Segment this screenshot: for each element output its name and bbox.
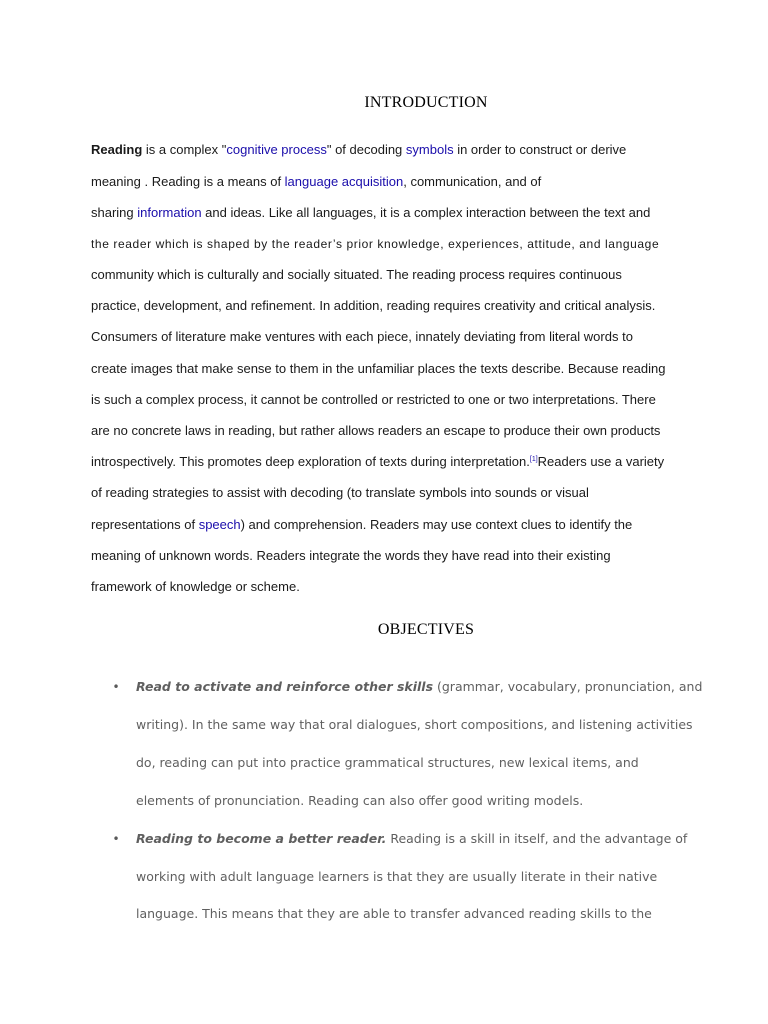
text-span: meaning . Reading is a means of — [91, 174, 285, 189]
link-cognitive-process[interactable]: cognitive process — [226, 142, 327, 157]
citation-link[interactable]: [1] — [529, 456, 538, 463]
paragraph-line: the reader which is shaped by the reader’s prior knowledge, experiences, attitude, and language — [91, 237, 660, 251]
list-item-line — [136, 831, 687, 847]
paragraph-line: meaning of unknown words. Readers integrate the words they have read into their existing — [91, 548, 611, 563]
paragraph-line — [91, 205, 650, 221]
text-span: , communication, and of — [403, 174, 542, 189]
paragraph-line: create images that make sense to them in the unfamiliar places the texts describe. Because reading — [91, 361, 666, 376]
paragraph-line: is such a complex process, it cannot be controlled or restricted to one or two interpretations. There — [91, 392, 656, 407]
text-span: representations of — [91, 517, 199, 532]
link-information[interactable]: information — [137, 205, 202, 220]
text-span: sharing — [91, 205, 138, 220]
list-item-line — [136, 679, 702, 695]
objective-title: Reading to become a better reader. — [136, 831, 387, 846]
bullet-icon: • — [112, 832, 120, 846]
list-item-line: working with adult language learners is that they are usually literate in their native — [136, 869, 658, 884]
paragraph-line — [91, 517, 632, 533]
text-span: in order to construct or derive — [453, 142, 627, 157]
paragraph-line — [91, 454, 664, 470]
paragraph-line: practice, development, and refinement. In addition, reading requires creativity and critical analysis. — [91, 298, 656, 313]
term-reading: Reading — [91, 142, 143, 157]
link-symbols[interactable]: symbols — [405, 142, 454, 157]
paragraph-line: are no concrete laws in reading, but rather allows readers an escape to produce their own products — [91, 423, 661, 438]
text-span: Reading is a skill in itself, and the advantage of — [386, 831, 688, 846]
text-span: ) and comprehension. Readers may use context clues to identify the — [240, 517, 633, 532]
text-span: (grammar, vocabulary, pronunciation, and — [433, 679, 703, 694]
text-span: is a complex " — [142, 142, 227, 157]
list-item-line: writing). In the same way that oral dialogues, short compositions, and listening activities — [136, 717, 693, 732]
text-span: Readers use a variety — [537, 454, 665, 469]
link-language-acquisition[interactable]: language acquisition — [284, 174, 404, 189]
objective-title: Read to activate and reinforce other skills — [136, 679, 434, 694]
list-item-line: elements of pronunciation. Reading can also offer good writing models. — [136, 793, 584, 808]
introduction-heading: INTRODUCTION — [364, 94, 488, 111]
text-span: and ideas. Like all languages, it is a complex interaction between the text and — [201, 205, 651, 220]
link-speech[interactable]: speech — [198, 517, 241, 532]
paragraph-line: Consumers of literature make ventures with each piece, innately deviating from literal words to — [91, 329, 633, 344]
paragraph-line: community which is culturally and socially situated. The reading process requires continuous — [91, 267, 622, 282]
text-span: " of decoding — [326, 142, 406, 157]
paragraph-line: framework of knowledge or scheme. — [91, 579, 300, 594]
bullet-icon: • — [112, 680, 120, 694]
list-item-line: language. This means that they are able to transfer advanced reading skills to the — [136, 906, 652, 921]
list-item-line: do, reading can put into practice grammatical structures, new lexical items, and — [136, 755, 639, 770]
paragraph-line — [91, 174, 541, 190]
paragraph-line: of reading strategies to assist with decoding (to translate symbols into sounds or visual — [91, 485, 589, 500]
text-span: introspectively. This promotes deep exploration of texts during interpretation. — [91, 454, 530, 469]
objectives-heading: OBJECTIVES — [377, 621, 475, 638]
paragraph-line — [91, 142, 626, 158]
